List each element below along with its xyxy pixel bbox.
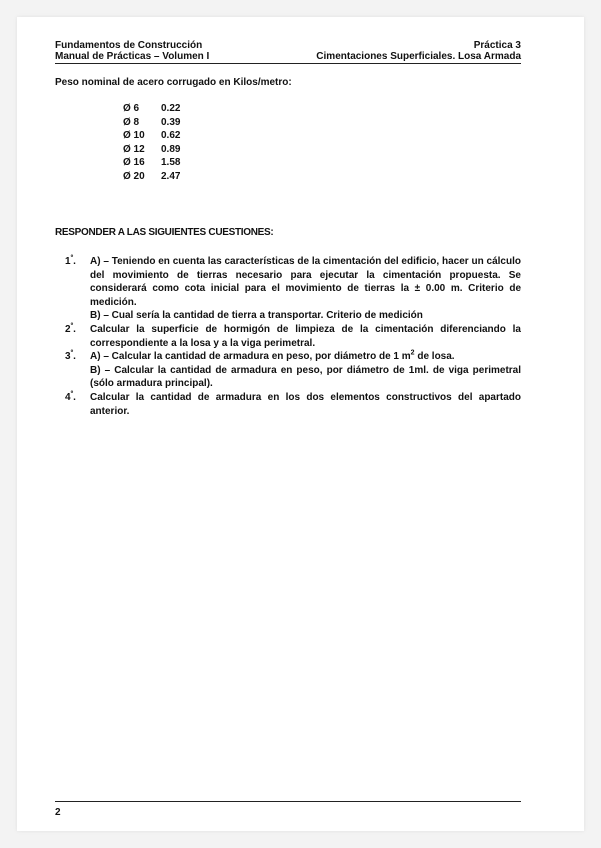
intro-text: Peso nominal de acero corrugado en Kilos/metro: <box>55 77 292 88</box>
rebar-diameter: Ø 8 <box>123 116 140 128</box>
question-number: $3^º$. <box>65 349 76 362</box>
rebar-row <box>123 129 180 143</box>
question-3-part-a: A) – Calcular la cantidad de armadura en peso, por diámetro de 1 $m^2$ de losa. <box>90 349 455 362</box>
header-divider <box>55 63 521 64</box>
manual-title: Manual de Prácticas – Volumen I <box>55 51 210 62</box>
question-2-text: Calcular la superficie de hormigón de limpieza de la cimentación diferenciando la correspondiente a la losa y a la viga perimetral. <box>90 324 521 349</box>
question-3 <box>55 350 521 391</box>
rebar-row <box>123 143 180 157</box>
question-1 <box>55 255 521 323</box>
rebar-diameter: Ø 10 <box>123 130 145 141</box>
question-4-text: Calcular la cantidad de armadura en los dos elementos constructivos del apartado anterior. <box>90 392 521 417</box>
footer-divider <box>55 801 521 802</box>
rebar-weight: 2.47 <box>161 170 181 182</box>
rebar-diameter: Ø 12 <box>123 143 145 155</box>
rebar-row <box>123 116 180 130</box>
rebar-diameter: Ø 16 <box>123 157 145 168</box>
rebar-row <box>123 170 180 184</box>
practice-topic: Cimentaciones Superficiales. Losa Armada <box>316 51 521 62</box>
course-title: Fundamentos de Construcción <box>55 40 203 51</box>
question-3-part-b: B) – Calcular la cantidad de armadura en peso, por diámetro de 1ml. de viga perimetral (sólo armadura principal). <box>90 364 521 389</box>
rebar-weight: 0.39 <box>161 116 181 128</box>
page-sheet <box>17 17 584 831</box>
rebar-weight-table <box>123 102 180 183</box>
question-2 <box>55 323 521 350</box>
rebar-diameter: Ø 20 <box>123 170 145 182</box>
question-number: $2^º$. <box>65 322 76 335</box>
rebar-row <box>123 156 180 170</box>
question-1-part-b: B) – Cual sería la cantidad de tierra a transportar. Criterio de medición <box>90 310 423 321</box>
rebar-weight: 0.22 <box>161 103 181 114</box>
question-number: $4^º$. <box>65 390 76 403</box>
rebar-weight: 0.62 <box>161 130 181 141</box>
practice-number: Práctica 3 <box>473 40 521 51</box>
rebar-diameter: Ø 6 <box>123 103 140 114</box>
rebar-row <box>123 102 180 116</box>
question-1-part-a: A) – Teniendo en cuenta las características de la cimentación del edificio, hacer un cálculo del movimiento de tierras necesario para ejecutar la cimentación propuesta. Se considerará como cota inicial para el movimiento de tierras la ± 0.00 m. Criterio de medición. <box>90 256 521 308</box>
section-title: RESPONDER A LAS SIGUIENTES CUESTIONES: <box>55 227 274 238</box>
rebar-weight: 1.58 <box>161 157 181 168</box>
question-4 <box>55 391 521 418</box>
header-row-2 <box>55 51 521 63</box>
page-number: 2 <box>55 807 61 818</box>
question-number: $1^º$. <box>65 254 76 267</box>
rebar-weight: 0.89 <box>161 143 181 155</box>
